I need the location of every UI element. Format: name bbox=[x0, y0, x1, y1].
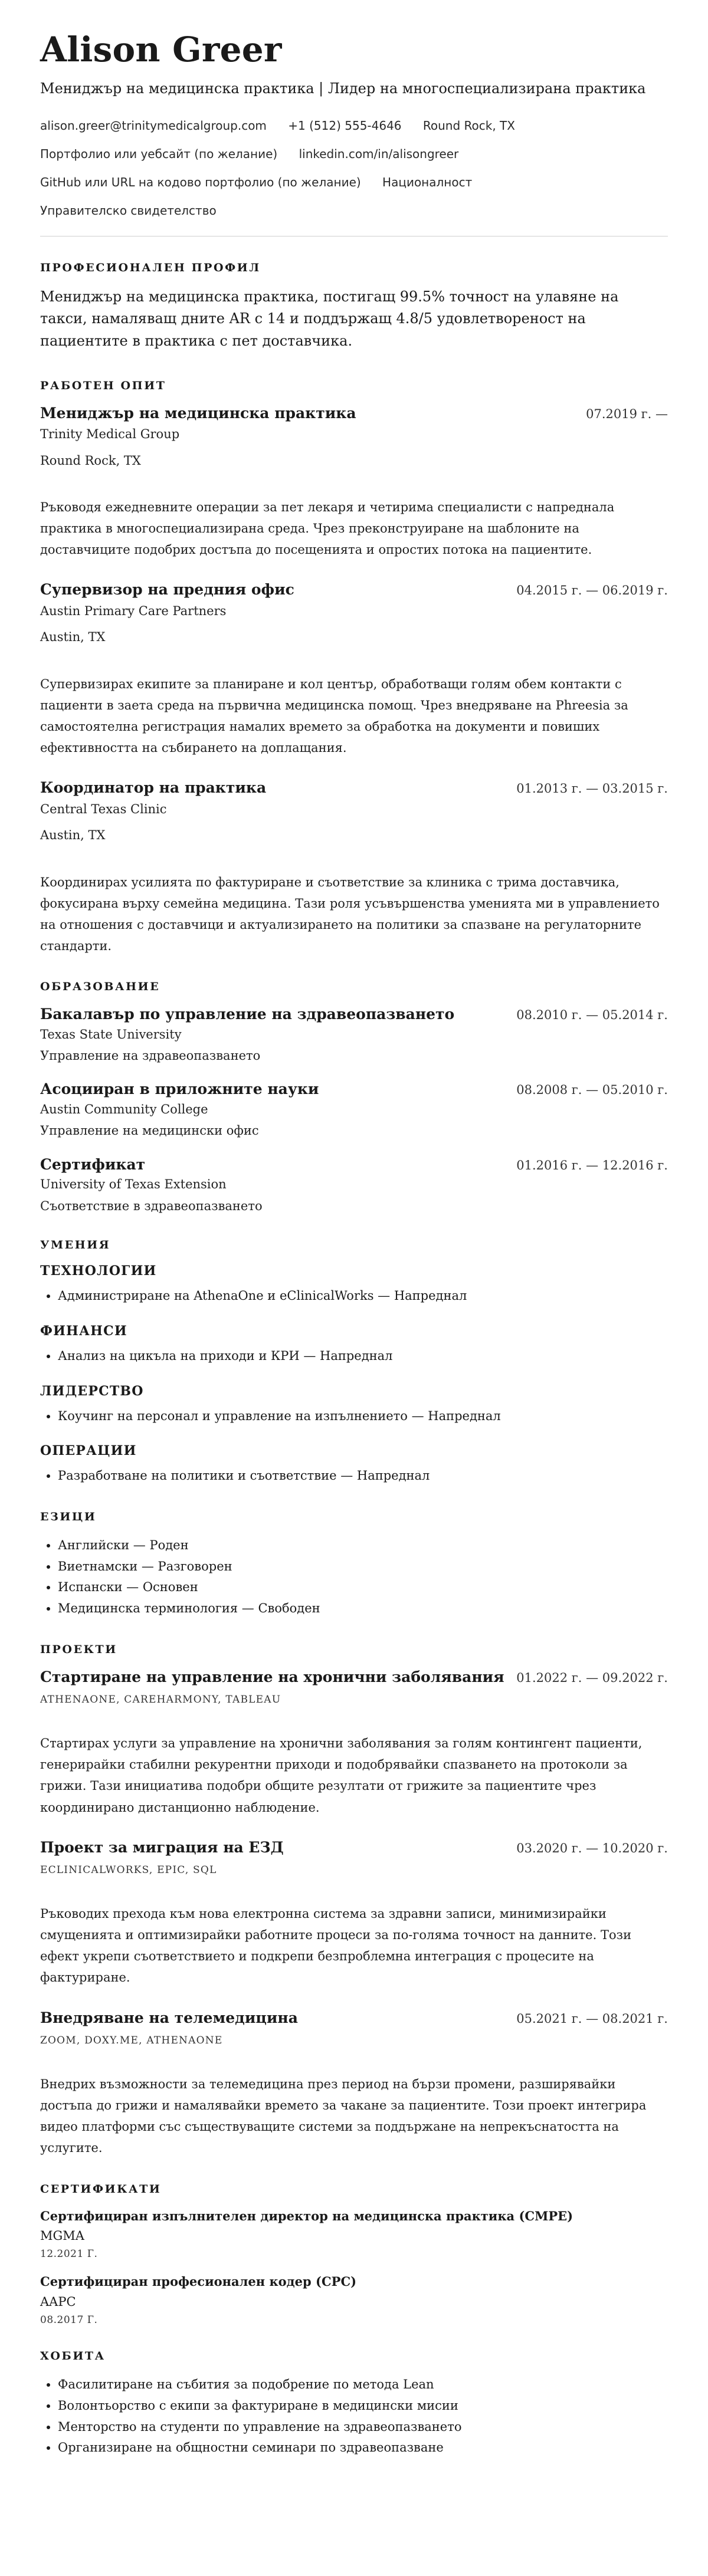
job-description: Супервизирах екипите за планиране и кол център, обработващи голям обем контакти с пациенти в заета среда на първична медицинска помощ. Чрез внедряване на Phreesia за самостоятелна регистрация намалих времето за обработка на документи и повиших ефективността на събирането на доплащания. bbox=[40, 676, 628, 755]
section-title: ПРОФЕСИОНАЛЕН ПРОФИЛ bbox=[40, 261, 261, 275]
project-tech: ATHENAONE, CAREHARMONY, TABLEAU bbox=[40, 1694, 281, 1706]
certification-issuer: MGMA bbox=[40, 2228, 84, 2243]
hobby-item: • Волонтьорство с екипи за фактуриране в медицински мисии bbox=[58, 2396, 668, 2417]
job-description: Ръководя ежедневните операции за пет лекаря и четирима специалисти с напреднала практика в многоспециализирана среда. Чрез преконструиране на шаблоните на доставчиците подобрих достъпа до посещенията и опростих потока на пациентите. bbox=[40, 500, 615, 557]
project-description: Стартирах услуги за управление на хронични заболявания за голям контингент пациенти, генерирайки стабилни рекурентни приходи и подобрявайки спазването на протоколи за грижи. Тази инициатива подобри общите резултати от грижите за пациентите чрез координирано дистанционно наблюдение. bbox=[40, 1736, 643, 1815]
school: Austin Community College bbox=[40, 1102, 208, 1116]
field-of-study: Управление на медицински офис bbox=[40, 1123, 259, 1138]
job-dates: 01.2013 г. — 03.2015 г. bbox=[516, 781, 668, 796]
language-item: • Испански — Основен bbox=[58, 1577, 668, 1598]
field-of-study: Съответствие в здравеопазването bbox=[40, 1198, 263, 1213]
skill-category: ФИНАНСИ bbox=[40, 1323, 127, 1339]
skill-category: ТЕХНОЛОГИИ bbox=[40, 1263, 157, 1279]
certification-date: 08.2017 Г. bbox=[40, 2314, 98, 2327]
experience-section bbox=[40, 379, 668, 957]
skill-group bbox=[40, 1323, 668, 1367]
experience-entry bbox=[40, 580, 668, 758]
project-entry bbox=[40, 1668, 668, 1818]
skill-item: • Разработване на политики и съответствие — Напреднал bbox=[58, 1466, 668, 1487]
phone-number: +1 (512) 555-4646 bbox=[288, 119, 402, 133]
contact-row-1 bbox=[40, 118, 668, 133]
project-name: Проект за миграция на ЕЗД bbox=[40, 1838, 284, 1856]
skill-item: • Коучинг на персонал и управление на изпълнението — Напреднал bbox=[58, 1406, 668, 1427]
degree: Сертификат bbox=[40, 1155, 146, 1173]
job-title: Координатор на практика bbox=[40, 779, 267, 797]
skill-category: ЛИДЕРСТВО bbox=[40, 1383, 144, 1399]
project-dates: 05.2021 г. — 08.2021 г. bbox=[516, 2011, 668, 2026]
skill-group bbox=[40, 1384, 668, 1427]
skill-item: • Администриране на AthenaOne и eClinicalWorks — Напреднал bbox=[58, 1286, 668, 1307]
section-title: ЕЗИЦИ bbox=[40, 1510, 97, 1523]
job-dates: 04.2015 г. — 06.2019 г. bbox=[516, 583, 668, 598]
education-section bbox=[40, 980, 668, 1215]
contact-row-2 bbox=[40, 146, 668, 162]
license: Управителско свидетелство bbox=[40, 203, 217, 218]
certification-name: Сертифициран професионален кодер (CPC) bbox=[40, 2274, 357, 2289]
education-entry bbox=[40, 1080, 668, 1139]
profile-section bbox=[40, 261, 668, 352]
language-item: • Английски — Роден bbox=[58, 1535, 668, 1556]
headline: Мениджър на медицинска практика | Лидер на многоспециализирана практика bbox=[40, 80, 646, 97]
company: Trinity Medical Group bbox=[40, 427, 180, 442]
education-dates: 08.2010 г. — 05.2014 г. bbox=[516, 1008, 668, 1023]
certification-entry bbox=[40, 2273, 668, 2326]
experience-entry bbox=[40, 778, 668, 957]
job-title: Мениджър на медицинска практика bbox=[40, 404, 356, 422]
hobbies-section bbox=[40, 2350, 668, 2459]
email-link[interactable]: alison.greer@trinitymedicalgroup.com bbox=[40, 119, 267, 133]
section-title: РАБОТЕН ОПИТ bbox=[40, 379, 166, 392]
education-dates: 01.2016 г. — 12.2016 г. bbox=[516, 1158, 668, 1172]
skill-category: ОПЕРАЦИИ bbox=[40, 1443, 137, 1459]
contact-row-4 bbox=[40, 203, 668, 218]
hobby-item: • Фасилитиране на събития за подобрение по метода Lean bbox=[58, 2374, 668, 2396]
project-entry bbox=[40, 1838, 668, 1989]
project-name: Внедряване на телемедицина bbox=[40, 2009, 298, 2026]
education-dates: 08.2008 г. — 05.2010 г. bbox=[516, 1083, 668, 1098]
project-name: Стартиране на управление на хронични заболявания bbox=[40, 1668, 504, 1685]
degree: Асоцииран в приложните науки bbox=[40, 1080, 319, 1098]
project-description: Внедрих възможности за телемедицина през период на бързи промени, разширявайки достъпа до грижи и намалявайки времето за чакане за пациентите. Този проект интегрира видео платформи със съществуващите системи за поддържане на непрекъснатостта на услугите. bbox=[40, 2077, 647, 2156]
school: University of Texas Extension bbox=[40, 1177, 227, 1192]
section-title: СЕРТИФИКАТИ bbox=[40, 2182, 162, 2196]
section-title: УМЕНИЯ bbox=[40, 1238, 111, 1252]
skill-group bbox=[40, 1263, 668, 1307]
experience-entry bbox=[40, 404, 668, 561]
candidate-name: Alison Greer bbox=[40, 29, 282, 70]
hobby-item: • Менторство на студенти по управление на здравеопазването bbox=[58, 2417, 668, 2438]
job-location: Austin, TX bbox=[40, 630, 106, 645]
job-description: Координирах усилията по фактуриране и съответствие за клиника с трима доставчика, фокусирана върху семейна медицина. Тази роля усъвършенства уменията ми в управлението на отношения с доставчици и актуализирането на политики за спазване на регулаторните стандарти. bbox=[40, 875, 660, 953]
language-item: • Медицинска терминология — Свободен bbox=[58, 1598, 668, 1619]
job-location: Round Rock, TX bbox=[40, 453, 141, 468]
language-item: • Виетнамски — Разговорен bbox=[58, 1556, 668, 1578]
company: Central Texas Clinic bbox=[40, 801, 167, 816]
nationality: Националност bbox=[382, 175, 473, 190]
project-tech: ECLINICALWORKS, EPIC, SQL bbox=[40, 1864, 217, 1877]
job-dates: 07.2019 г. — bbox=[586, 406, 668, 421]
job-location: Austin, TX bbox=[40, 828, 106, 843]
certification-entry bbox=[40, 2207, 668, 2260]
field-of-study: Управление на здравеопазването bbox=[40, 1049, 261, 1063]
certification-issuer: AAPC bbox=[40, 2294, 76, 2309]
projects-section bbox=[40, 1643, 668, 2159]
project-entry bbox=[40, 2009, 668, 2159]
hobby-item: • Организиране на общностни семинари по здравеопазване bbox=[58, 2437, 668, 2459]
skill-item: • Анализ на цикъла на приходи и КРИ — Напреднал bbox=[58, 1346, 668, 1367]
location: Round Rock, TX bbox=[422, 119, 515, 133]
education-entry bbox=[40, 1005, 668, 1064]
project-dates: 03.2020 г. — 10.2020 г. bbox=[516, 1841, 668, 1855]
skill-group bbox=[40, 1443, 668, 1487]
contact-row-3 bbox=[40, 175, 668, 190]
languages-section bbox=[40, 1510, 668, 1619]
degree: Бакалавър по управление на здравеопазването bbox=[40, 1006, 455, 1023]
section-title: ОБРАЗОВАНИЕ bbox=[40, 980, 160, 994]
certification-date: 12.2021 Г. bbox=[40, 2248, 98, 2260]
project-dates: 01.2022 г. — 09.2022 г. bbox=[516, 1670, 668, 1685]
project-tech: ZOOM, DOXY.ME, ATHENAONE bbox=[40, 2035, 223, 2047]
education-entry bbox=[40, 1155, 668, 1215]
section-title: ПРОЕКТИ bbox=[40, 1642, 117, 1656]
section-title: ХОБИТА bbox=[40, 2350, 106, 2363]
profile-summary: Мениджър на медицинска практика, постигащ 99.5% точност на улавяне на такси, намаляващ дните AR с 14 и поддържащ 4.8/5 удовлетвореност на пациентите в практика с пет доставчика. bbox=[40, 288, 619, 349]
linkedin-link[interactable]: linkedin.com/in/alisongreer bbox=[299, 147, 459, 162]
github-link[interactable]: GitHub или URL на кодово портфолио (по желание) bbox=[40, 175, 361, 190]
portfolio-link[interactable]: Портфолио или уебсайт (по желание) bbox=[40, 147, 278, 162]
school: Texas State University bbox=[40, 1027, 182, 1041]
project-description: Ръководих прехода към нова електронна система за здравни записи, минимизирайки смущенията и оптимизирайки работните процеси за по-голяма точност на данните. Този ефект укрепи съответствието и подкрепи безпроблемна интеграция с процесите на фактуриране. bbox=[40, 1907, 632, 1985]
company: Austin Primary Care Partners bbox=[40, 603, 227, 618]
certification-name: Сертифициран изпълнителен директор на медицинска практика (CMPE) bbox=[40, 2208, 573, 2223]
certifications-section bbox=[40, 2183, 668, 2327]
job-title: Супервизор на предния офис bbox=[40, 581, 294, 599]
skills-section bbox=[40, 1238, 668, 1487]
